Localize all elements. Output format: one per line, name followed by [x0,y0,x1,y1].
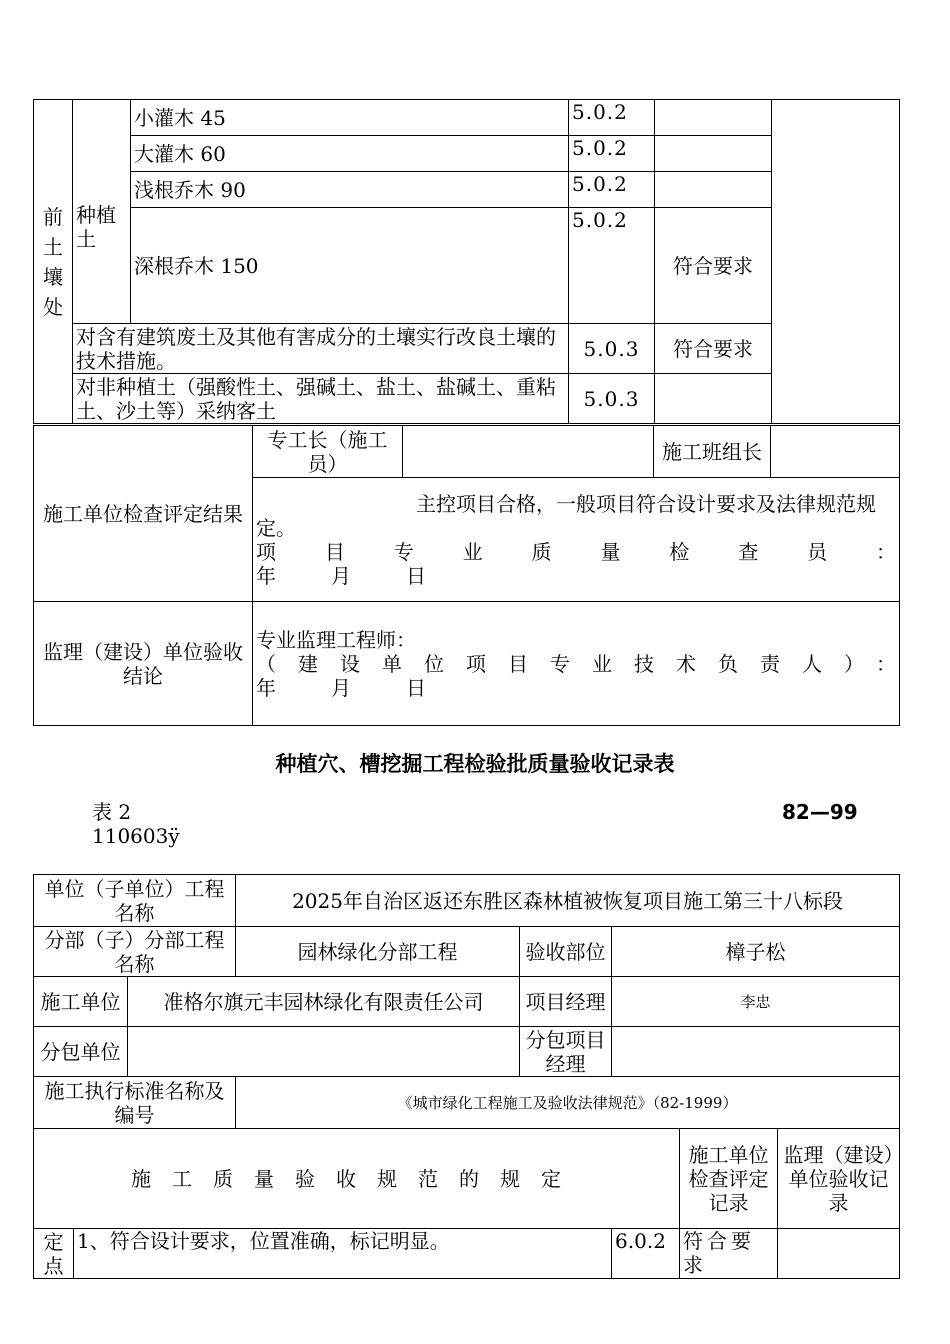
inspection-label: 施工单位检查评定结果 [34,426,253,602]
row-item: 1、符合设计要求，位置准确，标记明显。 [74,1229,612,1279]
pm-label: 项目经理 [520,977,612,1027]
result-cell: 符合要求 [655,324,772,374]
result-cell [655,100,772,136]
accept-part-value: 樟子松 [612,927,900,977]
row-supervise [778,1229,900,1279]
supervision-record-cell [772,100,900,424]
standard-label: 施工执行标准名称及编号 [34,1077,236,1129]
row-result: 符合要求 [680,1229,778,1279]
item-cell: 深根乔木 150 [131,208,569,324]
supervise-header: 监理（建设）单位验收记录 [778,1129,900,1229]
item-cell: 对非种植土（强酸性土、强碱土、盐土、盐碱土、重粘土、沙土等）采纳客土 [73,374,569,424]
item-cell: 小灌木 45 [131,100,569,136]
result-cell [655,374,772,424]
clause-cell: 5.0.2 [569,100,655,136]
accept-part-label: 验收部位 [520,927,612,977]
result-cell: 符合要求 [655,208,772,324]
result-cell [655,172,772,208]
owner-line: （建设单位项目专业技术负责人）： [256,651,896,676]
unit-label: 单位（子单位）工程名称 [34,875,236,927]
item-cell: 对含有建筑废土及其他有害成分的土壤实行改良土壤的技术措施。 [73,324,569,374]
item-cell: 浅根乔木 90 [131,172,569,208]
item-cell: 大灌木 60 [131,136,569,172]
pm-value: 李忠 [612,977,900,1027]
category-vertical-label: 前土壤处 [34,100,73,424]
table-number: 表 2 110603ÿ [92,800,180,848]
sub-pm-label: 分包项目经理 [520,1027,612,1077]
clause-cell: 5.0.2 [569,208,655,324]
soil-inspection-table [33,99,900,424]
planting-pit-record-table [33,874,900,1279]
result-cell [655,136,772,172]
subcontractor-label: 分包单位 [34,1027,128,1077]
date-line: 年月日 [256,563,426,588]
clause-cell: 5.0.2 [569,172,655,208]
unit-value: 2025年自治区返还东胜区森林植被恢复项目施工第三十八标段 [236,875,900,927]
subcontractor-value [128,1027,520,1077]
row-clause: 6.0.2 [612,1229,680,1279]
clause-cell: 5.0.3 [569,374,655,424]
spec-header: 施工质量验收规范的规定 [34,1129,680,1229]
division-label: 分部（子）分部工程名称 [34,927,236,977]
team-leader-label: 施工班组长 [654,426,771,478]
team-leader-value [771,426,900,478]
foreman-label: 专工长（施工员） [253,426,403,478]
form-heading: 种植穴、槽挖掘工程检验批质量验收记录表 [275,752,675,776]
foreman-value [403,426,654,478]
supervision-label: 监理（建设）单位验收结论 [34,602,253,726]
inspection-text: 主控项目合格，一般项目符合设计要求及法律规范规定。 [256,491,876,540]
inspection-result-cell [253,478,900,602]
check-header: 施工单位检查评定记录 [680,1129,778,1229]
clause-cell: 5.0.2 [569,136,655,172]
clause-cell: 5.0.3 [569,324,655,374]
contractor-value: 准格尔旗元丰园林绿化有限责任公司 [128,977,520,1027]
sub-pm-value [612,1027,900,1077]
contractor-label: 施工单位 [34,977,128,1027]
date-line-2: 年月日 [256,675,426,700]
sub-category-label: 种植土 [73,100,131,324]
signature-table [33,425,900,726]
engineer-line: 专业监理工程师： [256,627,416,652]
row-category: 定点 [34,1229,74,1279]
table-code: 82—99 [782,800,858,824]
inspector-line: 项目专业质量检查员： [256,539,896,564]
supervision-result-cell [253,602,900,726]
standard-value: 《城市绿化工程施工及验收法律规范》（82-1999） [236,1077,900,1129]
division-value: 园林绿化分部工程 [236,927,520,977]
